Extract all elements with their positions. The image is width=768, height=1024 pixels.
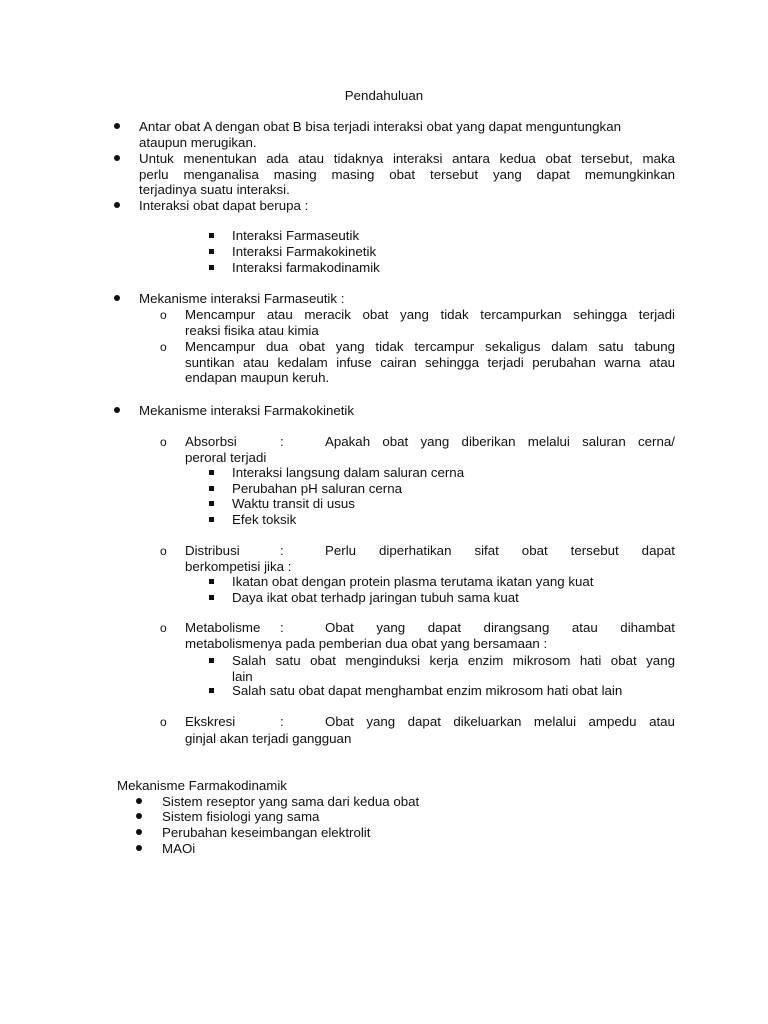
distribusi-label: Distribusi [185, 543, 240, 558]
bullet-dot [114, 151, 124, 167]
absorbsi-line-1: Absorbsi : Apakah obat yang diberikan melalui saluran cerna/ [185, 434, 675, 449]
interaction-type: Interaksi Farmaseutik [232, 228, 360, 243]
circle-bullet: o [160, 715, 167, 729]
interaction-type: Interaksi farmakodinamik [232, 260, 380, 275]
ekskresi-line-2: ginjal akan terjadi gangguan [185, 731, 352, 746]
bullet-dot [114, 198, 124, 214]
circle-bullet: o [160, 544, 167, 558]
absorbsi-sub: Waktu transit di usus [232, 496, 355, 511]
bullet-dot [114, 119, 124, 135]
farmakodinamik-heading: Mekanisme Farmakodinamik [117, 778, 287, 793]
circle-bullet: o [160, 621, 167, 635]
metabolisme-label: Metabolisme [185, 620, 261, 635]
absorbsi-label: Absorbsi [185, 434, 237, 449]
circle-bullet: o [160, 308, 167, 322]
metabolisme-sub: Salah satu obat dapat menghambat enzim mikrosom hati obat lain [232, 683, 623, 698]
distribusi-sub: Daya ikat obat terhadp jaringan tubuh sama kuat [232, 590, 519, 605]
intro-item-3: Interaksi obat dapat berupa : [139, 198, 309, 213]
metabolisme-line-2: metabolismenya pada pemberian dua obat yang bersamaan : [185, 636, 548, 651]
interaction-type: Interaksi Farmakokinetik [232, 244, 377, 259]
intro-item-2: Untuk menentukan ada atau tidaknya interaksi antara kedua obat tersebut, maka perlu menganalisa masing masing obat tersebut yang dapat memungkinkan terjadinya suatu interaksi. [139, 151, 675, 198]
farmaseutik-item-2: Mencampur dua obat yang tidak tercampur sekaligus dalam satu tabung suntikan atau kedalam infuse cairan sehingga terjadi perubahan warna atau endapan maupun keruh. [185, 339, 675, 386]
farmakodinamik-item: Sistem reseptor yang sama dari kedua obat [162, 794, 420, 809]
ekskresi-label: Ekskresi [185, 714, 236, 729]
farmakodinamik-item: Perubahan keseimbangan elektrolit [162, 825, 371, 840]
circle-bullet: o [160, 435, 167, 449]
farmakodinamik-item: Sistem fisiologi yang sama [162, 809, 320, 824]
ekskresi-line-1: Ekskresi : Obat yang dapat dikeluarkan melalui ampedu atau [185, 714, 675, 729]
farmaseutik-item-1: Mencampur atau meracik obat yang tidak tercampurkan sehingga terjadi reaksi fisika atau kimia [185, 307, 675, 338]
page-title: Pendahuluan [344, 88, 424, 103]
circle-bullet: o [160, 340, 167, 354]
distribusi-sub: Ikatan obat dengan protein plasma terutama ikatan yang kuat [232, 574, 594, 589]
farmakodinamik-item: MAOi [162, 841, 196, 856]
distribusi-line-1: Distribusi : Perlu diperhatikan sifat obat tersebut dapat [185, 543, 675, 558]
bullet-dot [114, 403, 124, 419]
absorbsi-sub: Perubahan pH saluran cerna [232, 481, 403, 496]
intro-item-1: Antar obat A dengan obat B bisa terjadi interaksi obat yang dapat menguntungkan ataupun merugikan. [139, 119, 621, 150]
bullet-dot [114, 291, 124, 307]
absorbsi-sub: Efek toksik [232, 512, 297, 527]
metabolisme-line-1: Metabolisme : Obat yang dapat dirangsang atau dihambat [185, 620, 675, 635]
metabolisme-sub: Salah satu obat menginduksi kerja enzim mikrosom hati obat yang lain [232, 653, 675, 684]
farmakokinetik-heading: Mekanisme interaksi Farmakokinetik [139, 403, 355, 418]
absorbsi-sub: Interaksi langsung dalam saluran cerna [232, 465, 465, 480]
absorbsi-line-2: peroral terjadi [185, 450, 267, 465]
distribusi-line-2: berkompetisi jika : [185, 559, 292, 574]
farmaseutik-heading: Mekanisme interaksi Farmaseutik : [139, 291, 345, 306]
